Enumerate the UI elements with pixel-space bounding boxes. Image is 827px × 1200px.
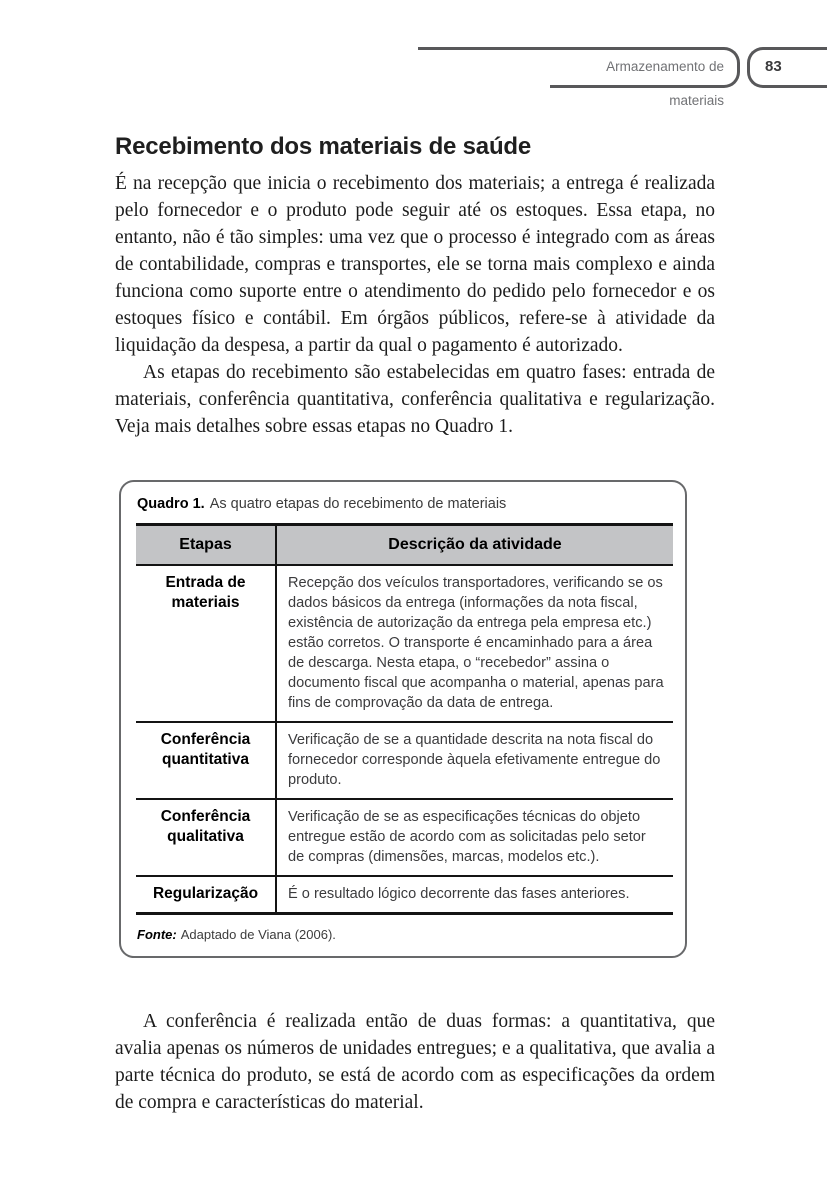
table-header-etapas: Etapas xyxy=(136,525,276,565)
cell-etapa: Conferência quantitativa xyxy=(136,722,276,799)
quadro-source-label: Fonte: xyxy=(137,926,177,942)
table-row xyxy=(136,722,673,799)
table-header-row xyxy=(136,525,673,565)
page-number-box xyxy=(747,47,827,88)
table-row xyxy=(136,799,673,876)
quadro-table xyxy=(136,523,673,915)
quadro-caption-label: Quadro 1. xyxy=(137,496,205,512)
quadro-caption xyxy=(137,496,672,512)
header-rule xyxy=(418,47,563,50)
cell-etapa: Regularização xyxy=(136,876,276,914)
quadro-source-text: Adaptado de Viana (2006). xyxy=(180,926,336,942)
cell-descricao: É o resultado lógico decorrente das fases anteriores. xyxy=(276,876,673,914)
table-row xyxy=(136,876,673,914)
cell-descricao: Recepção dos veículos transportadores, verificando se os dados básicos da entrega (informações da nota fiscal, existência de autorização da entrega pela empresa etc.) estão corretos. O transporte é encaminhado para a área de descarga. Nesta etapa, o “recebedor” assina o documento fiscal que acompanha o material, apenas para fins de comprovação da data de entrega. xyxy=(276,565,673,722)
page-title: Recebimento dos materiais de saúde xyxy=(115,133,532,160)
paragraph: A conferência é realizada então de duas formas: a quantitativa, que avalia apenas os números de unidades entregues; e a qualitativa, que avalia a parte técnica do produto, se está de acordo com as especificações da ordem de compra e características do material. xyxy=(115,1011,715,1113)
cell-etapa: Entrada de materiais xyxy=(136,565,276,722)
cell-descricao: Verificação de se a quantidade descrita na nota fiscal do fornecedor corresponde àquela efetivamente entregue do produto. xyxy=(276,722,673,799)
quadro-box xyxy=(119,480,687,958)
paragraph: É na recepção que inicia o recebimento dos materiais; a entrega é realizada pelo fornecedor e o produto pode seguir até os estoques. Essa etapa, no entanto, não é tão simples: uma vez que o processo é integrado com as áreas de contabilidade, compras e transportes, ele se torna mais complexo e ainda funciona como suporte entre o atendimento do pedido pelo fornecedor e os estoques físico e contábil. Em órgãos públicos, refere-se à atividade da liquidação da despesa, a partir da qual o pagamento é autorizado. xyxy=(115,173,715,356)
quadro-caption-text: As quatro etapas do recebimento de materiais xyxy=(209,496,507,512)
chapter-label: Armazenamento de materiais xyxy=(606,59,724,108)
body-text-block xyxy=(115,170,715,440)
chapter-tab xyxy=(550,47,740,108)
body-text-block xyxy=(115,1008,715,1116)
table-header-descricao: Descrição da atividade xyxy=(276,525,673,565)
paragraph: As etapas do recebimento são estabelecidas em quatro fases: entrada de materiais, conferência quantitativa, conferência qualitativa e regularização. Veja mais detalhes sobre essas etapas no Quadro 1. xyxy=(115,362,715,437)
quadro-source xyxy=(137,927,672,942)
cell-descricao: Verificação de se as especificações técnicas do objeto entregue estão de acordo com as solicitadas pelo setor de compras (dimensões, marcas, modelos etc.). xyxy=(276,799,673,876)
page-number: 83 xyxy=(765,58,782,75)
cell-etapa: Conferência qualitativa xyxy=(136,799,276,876)
table-row xyxy=(136,565,673,722)
